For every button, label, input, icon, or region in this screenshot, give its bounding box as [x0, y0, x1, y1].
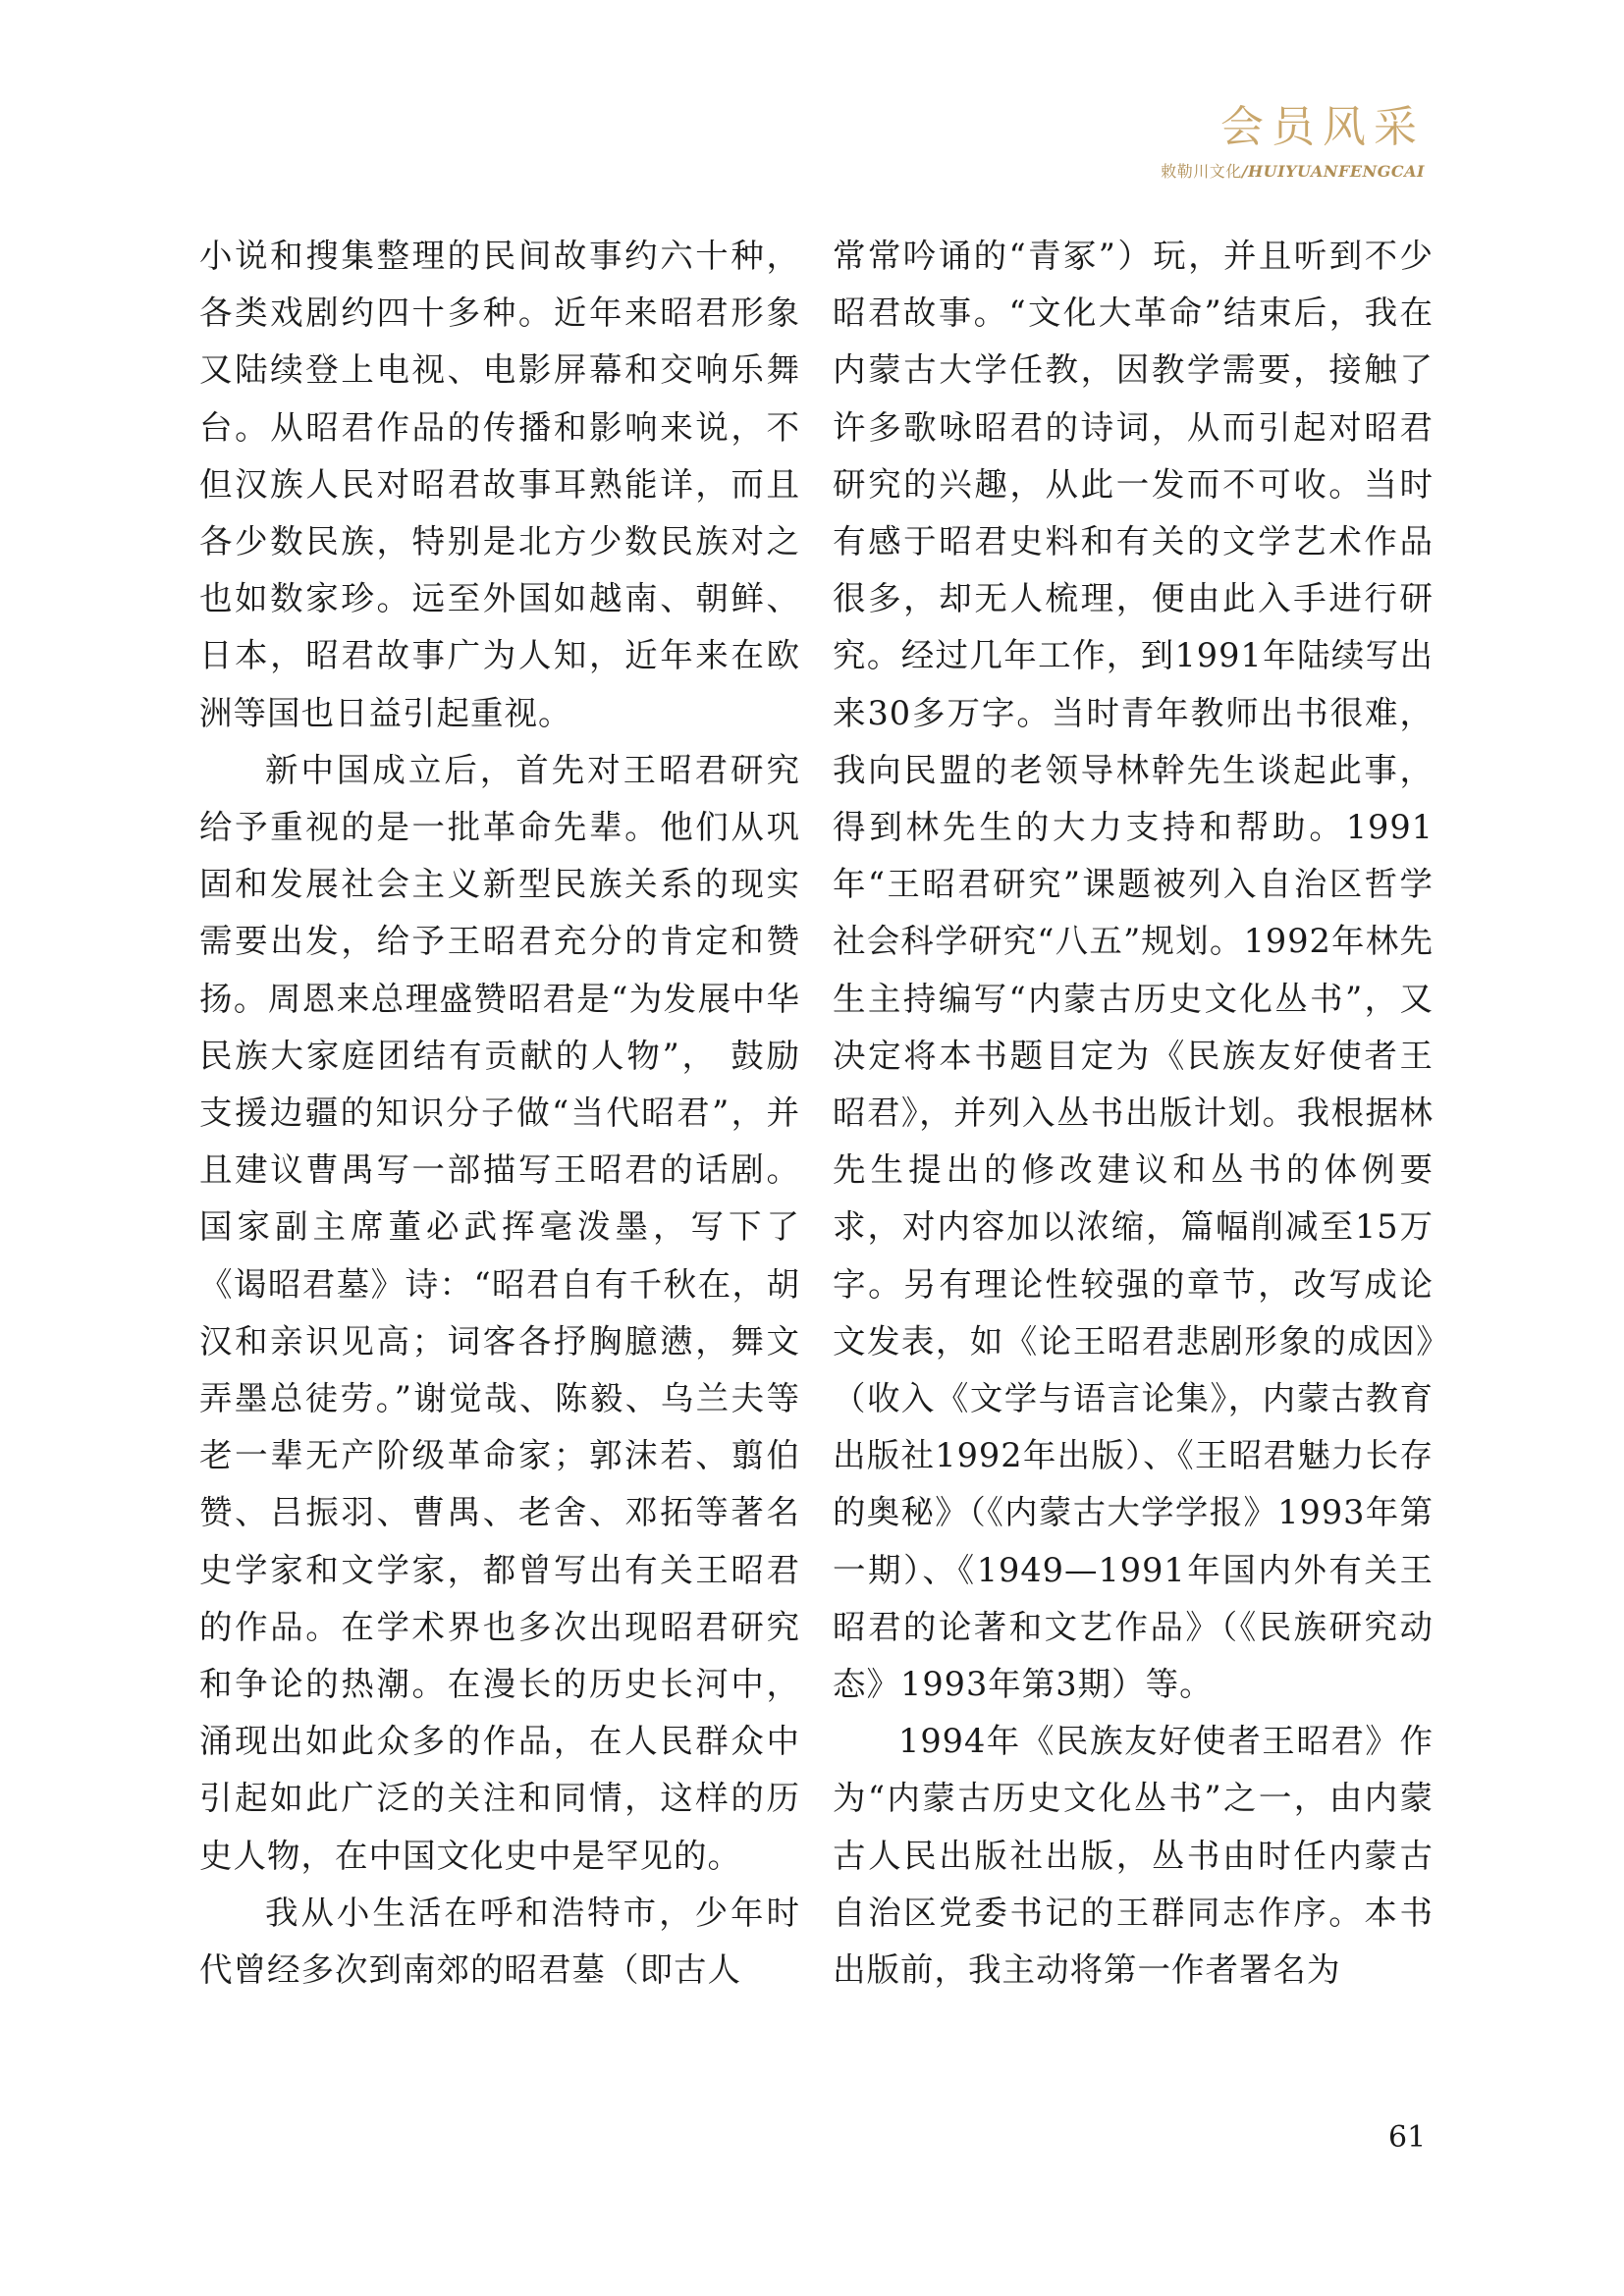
page-number: 61 [1388, 2120, 1427, 2155]
paragraph: 小说和搜集整理的民间故事约六十种，各类戏剧约四十多种。近年来昭君形象又陆续登上电视、电影屏幕和交响乐舞台。从昭君作品的传播和影响来说，不但汉族人民对昭君故事耳熟能详，而且各少数民族，特别是北方少数民族对之也如数家珍。远至外国如越南、朝鲜、日本，昭君故事广为人知，近年来在欧洲等国也日益引起重视。 [199, 237, 800, 732]
right-column [833, 228, 1434, 1999]
paragraph: 常常吟诵的“青冢”）玩，并且听到不少昭君故事。“文化大革命”结束后，我在内蒙古大学任教，因教学需要，接触了许多歌咏昭君的诗词，从而引起对昭君研究的兴趣，从此一发而不可收。当时有感于昭君史料和有关的文学艺术作品很多，却无人梳理，便由此入手进行研究。经过几年工作，到1991年陆续写出来30多万字。当时青年教师出书很难，我向民盟的老领导林幹先生谈起此事，得到林先生的大力支持和帮助。1991年“王昭君研究”课题被列入自治区哲学社会科学研究“八五”规划。1992年林先生主持编写“内蒙古历史文化丛书”，又决定将本书题目定为《民族友好使者王昭君》，并列入丛书出版计划。我根据林先生提出的修改建议和丛书的体例要求，对内容加以浓缩，篇幅削减至15万字。另有理论性较强的章节，改写成论文发表，如《论王昭君悲剧形象的成因》（收入《文学与语言论集》，内蒙古教育出版社1992年出版）、《王昭君魅力长存的奥秘》（《内蒙古大学学报》1993年第一期）、《1949—1991年国内外有关王昭君的论著和文艺作品》（《民族研究动态》1993年第3期）等。 [833, 237, 1434, 1704]
paragraph: 新中国成立后，首先对王昭君研究给予重视的是一批革命先辈。他们从巩固和发展社会主义新型民族关系的现实需要出发，给予王昭君充分的肯定和赞扬。周恩来总理盛赞昭君是“为发展中华民族大家庭团结有贡献的人物”， 鼓励支援边疆的知识分子做“当代昭君”，并且建议曹禺写一部描写王昭君的话剧。国家副主席董必武挥毫泼墨，写下了《谒昭君墓》诗：“昭君自有千秋在，胡汉和亲识见高；词客各抒胸臆懑，舞文弄墨总徒劳。”谢觉哉、陈毅、乌兰夫等老一辈无产阶级革命家；郭沫若、翦伯赞、吕振羽、曹禺、老舍、邓拓等著名史学家和文学家，都曾写出有关王昭君的作品。在学术界也多次出现昭君研究和争论的热潮。在漫长的历史长河中，涌现出如此众多的作品，在人民群众中引起如此广泛的关注和同情，这样的历史人物，在中国文化史中是罕见的。 [199, 750, 800, 1875]
paragraph: 1994年《民族友好使者王昭君》作为“内蒙古历史文化丛书”之一，由内蒙古人民出版社出版，丛书由时任内蒙古自治区党委书记的王群同志作序。本书出版前，我主动将第一作者署名为 [833, 1722, 1434, 1990]
section-subtitle-en: /HUIYUANFENGCAI [1241, 162, 1425, 181]
section-header [1161, 102, 1425, 182]
left-column [199, 228, 800, 1999]
section-title: 会员风采 [1220, 102, 1425, 152]
section-subtitle [1161, 159, 1425, 182]
section-subtitle-cn: 敕勒川文化 [1161, 162, 1242, 181]
paragraph: 我从小生活在呼和浩特市，少年时代曾经多次到南郊的昭君墓（即古人 [199, 1893, 800, 1990]
